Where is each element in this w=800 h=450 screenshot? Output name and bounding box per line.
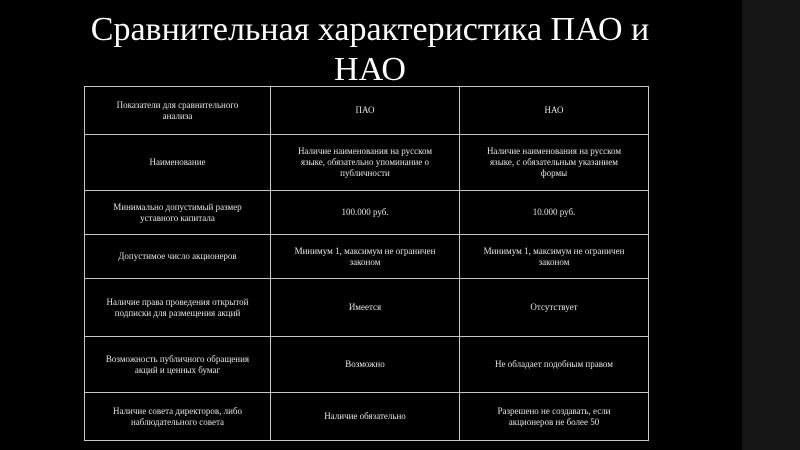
table-row bbox=[85, 279, 649, 337]
criteria-cell: Наименование bbox=[85, 135, 271, 191]
criteria-cell: Наличие совета директоров, либо наблюдательного совета bbox=[85, 393, 271, 441]
side-strip bbox=[742, 0, 800, 450]
pao-cell: 100.000 руб. bbox=[271, 191, 460, 235]
criteria-cell: Возможность публичного обращения акций и ценных бумаг bbox=[85, 337, 271, 393]
table-row bbox=[85, 337, 649, 393]
header-cell-pao: ПАО bbox=[271, 87, 460, 135]
pao-cell: Наличие обязательно bbox=[271, 393, 460, 441]
table-row bbox=[85, 393, 649, 441]
table-row bbox=[85, 191, 649, 235]
nao-cell: Отсутствует bbox=[460, 279, 649, 337]
comparison-table bbox=[84, 86, 649, 441]
pao-cell: Имеется bbox=[271, 279, 460, 337]
criteria-cell: Наличие права проведения открытой подписки для размещения акций bbox=[85, 279, 271, 337]
nao-cell: Разрешено не создавать, если акционеров не более 50 bbox=[460, 393, 649, 441]
nao-cell: Не обладает подобным правом bbox=[460, 337, 649, 393]
header-cell-criteria: Показатели для сравнительного анализа bbox=[85, 87, 271, 135]
table-header-row bbox=[85, 87, 649, 135]
pao-cell: Наличие наименования на русском языке, обязательно упоминание о публичности bbox=[271, 135, 460, 191]
header-cell-nao: НАО bbox=[460, 87, 649, 135]
slide-title: Сравнительная характеристика ПАО и НАО bbox=[90, 11, 650, 88]
criteria-cell: Минимально допустимый размер уставного капитала bbox=[85, 191, 271, 235]
nao-cell: Наличие наименования на русском языке, с обязательным указанием формы bbox=[460, 135, 649, 191]
table-row bbox=[85, 235, 649, 279]
table-row bbox=[85, 135, 649, 191]
pao-cell: Минимум 1, максимум не ограничен законом bbox=[271, 235, 460, 279]
pao-cell: Возможно bbox=[271, 337, 460, 393]
criteria-cell: Допустимое число акционеров bbox=[85, 235, 271, 279]
nao-cell: 10.000 руб. bbox=[460, 191, 649, 235]
nao-cell: Минимум 1, максимум не ограничен законом bbox=[460, 235, 649, 279]
